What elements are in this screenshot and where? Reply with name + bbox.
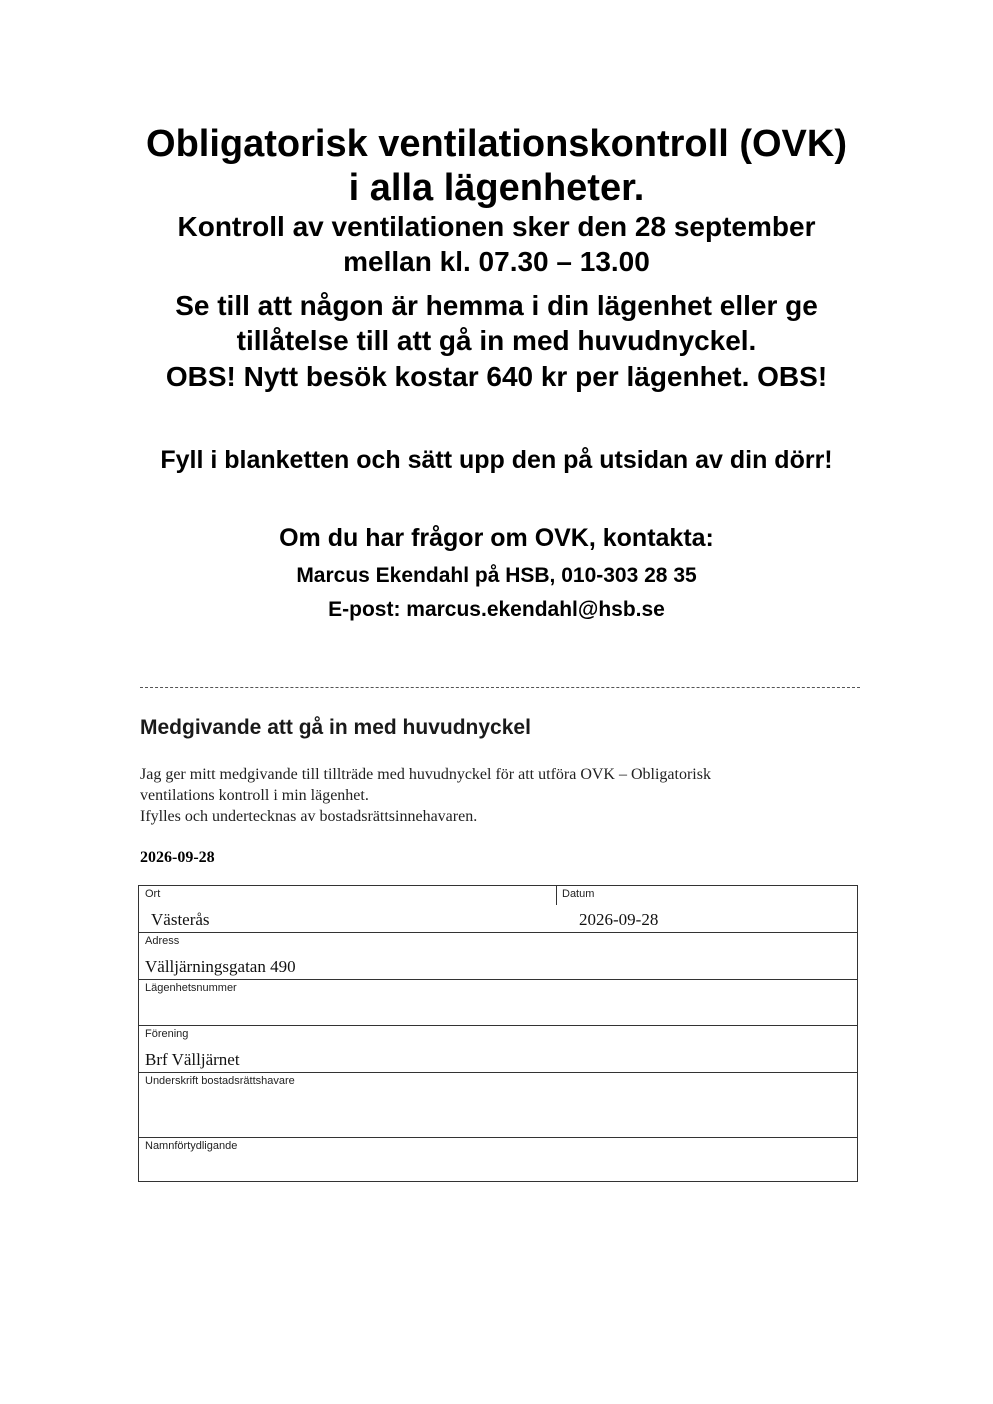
fee-notice: OBS! Nytt besök kostar 640 kr per lägenhet. OBS! bbox=[165, 361, 828, 392]
notice-title-line-1: Obligatorisk ventilationskontroll (OVK) bbox=[146, 123, 847, 165]
datum-separator bbox=[556, 886, 557, 905]
consent-form-table bbox=[138, 885, 858, 1182]
datum-label: Datum bbox=[562, 888, 595, 900]
lagenhetsnummer-label: Lägenhetsnummer bbox=[145, 982, 237, 994]
schedule-line-1: Kontroll av ventilationen sker den 28 september bbox=[177, 211, 816, 242]
form-row-lagenhetsnummer bbox=[139, 980, 857, 1026]
adress-label: Adress bbox=[145, 935, 180, 947]
forening-label: Förening bbox=[145, 1028, 189, 1040]
form-row-namnfortydligande[interactable] bbox=[139, 1138, 857, 1181]
form-row-forening bbox=[139, 1026, 857, 1073]
form-date: 2026-09-28 bbox=[140, 849, 215, 866]
adress-field[interactable]: Välljärningsgatan 490 bbox=[145, 957, 296, 976]
form-row-adress bbox=[139, 933, 857, 980]
instruction-line-2: tillåtelse till att gå in med huvudnyckel. bbox=[236, 325, 757, 356]
cut-line-divider bbox=[140, 687, 860, 688]
underskrift-label: Underskrift bostadsrättshavare bbox=[145, 1075, 295, 1087]
namnfortydligande-label: Namnförtydligande bbox=[145, 1140, 238, 1152]
schedule-line-2: mellan kl. 07.30 – 13.00 bbox=[343, 246, 650, 277]
ort-field[interactable]: Västerås bbox=[151, 910, 210, 929]
contact-person: Marcus Ekendahl på HSB, 010-303 28 35 bbox=[296, 564, 697, 587]
forening-field[interactable]: Brf Välljärnet bbox=[145, 1050, 240, 1069]
contact-heading: Om du har frågor om OVK, kontakta: bbox=[279, 524, 714, 552]
consent-line-3: Ifylles och undertecknas av bostadsrättsinnehavaren. bbox=[140, 808, 478, 825]
form-row-underskrift[interactable] bbox=[139, 1073, 857, 1138]
consent-line-1: Jag ger mitt medgivande till tillträde med huvudnyckel för att utföra OVK – Obligatorisk bbox=[140, 766, 711, 783]
datum-field[interactable]: 2026-09-28 bbox=[579, 910, 659, 929]
ort-label: Ort bbox=[145, 888, 161, 900]
form-instruction: Fyll i blanketten och sätt upp den på utsidan av din dörr! bbox=[160, 446, 833, 474]
form-heading: Medgivande att gå in med huvudnyckel bbox=[140, 716, 531, 739]
instruction-line-1: Se till att någon är hemma i din lägenhet eller ge bbox=[175, 290, 818, 321]
form-row-ort-datum bbox=[139, 886, 857, 933]
notice-title-line-2: i alla lägenheter. bbox=[348, 167, 645, 209]
consent-text bbox=[140, 764, 840, 827]
contact-email: E-post: marcus.ekendahl@hsb.se bbox=[328, 598, 665, 621]
consent-line-2: ventilations kontroll i min lägenhet. bbox=[140, 787, 369, 804]
